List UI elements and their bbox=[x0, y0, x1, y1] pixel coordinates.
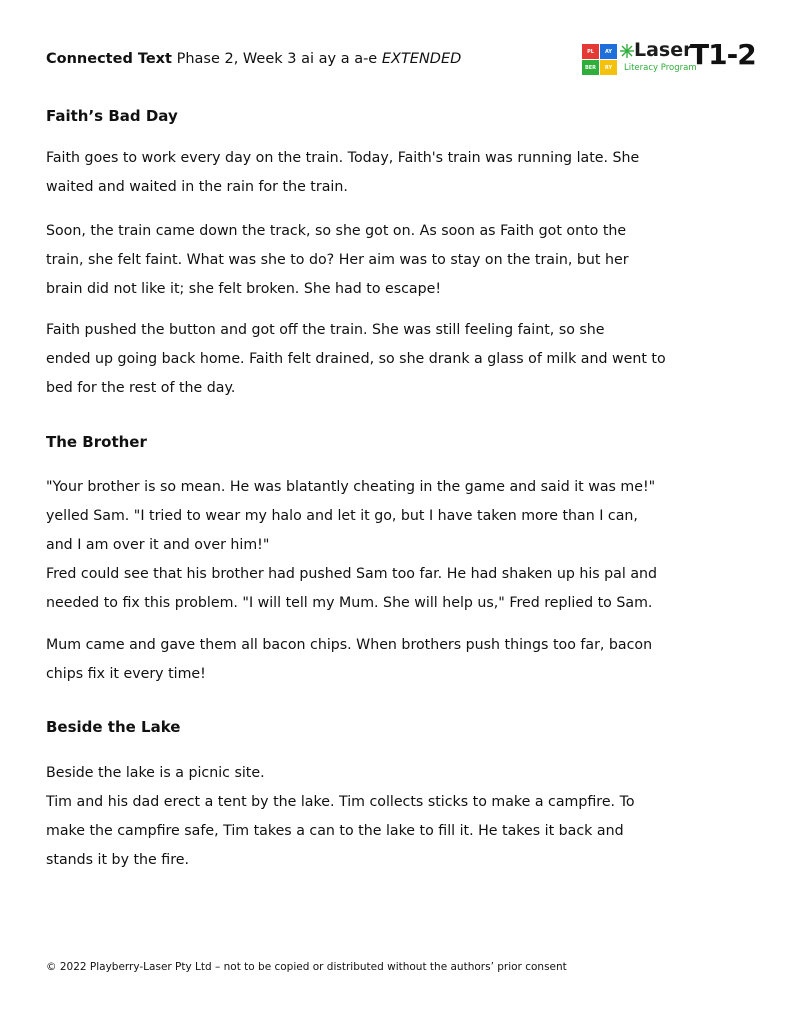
text-line: bed for the rest of the day. bbox=[46, 380, 236, 396]
text-line: Soon, the train came down the track, so she got on. As soon as Faith got onto the bbox=[46, 223, 627, 239]
text-line: train, she felt faint. What was she to do? Her aim was to stay on the train, but her bbox=[46, 252, 629, 268]
text-line: Faith goes to work every day on the train. Today, Faith's train was running late. She bbox=[46, 150, 640, 166]
text-line: Fred could see that his brother had pushed Sam too far. He had shaken up his pal and bbox=[46, 566, 658, 582]
text-line: make the campfire safe, Tim takes a can to the lake to fill it. He takes it back and bbox=[46, 823, 624, 839]
logo-block-ay: AY bbox=[600, 44, 617, 59]
logo-subtitle: Literacy Program bbox=[624, 63, 697, 73]
text-line: "Your brother is so mean. He was blatantly cheating in the game and said it was me!" bbox=[46, 479, 656, 495]
logo-code: T1-2 bbox=[690, 38, 756, 71]
section-title: Faith’s Bad Day bbox=[46, 107, 178, 125]
header-title-italic: EXTENDED bbox=[381, 51, 462, 67]
logo-block-pl: PL bbox=[582, 44, 599, 59]
section-title: The Brother bbox=[46, 433, 147, 451]
laser-star-icon bbox=[620, 44, 634, 58]
logo-word: Laser bbox=[634, 39, 693, 61]
text-line: Beside the lake is a picnic site. bbox=[46, 765, 265, 781]
logo-block-ber: BER bbox=[582, 60, 599, 75]
text-line: waited and waited in the rain for the train. bbox=[46, 179, 348, 195]
text-line: Tim and his dad erect a tent by the lake. Tim collects sticks to make a campfire. To bbox=[46, 794, 635, 810]
logo-block-ry: RY bbox=[600, 60, 617, 75]
paragraph bbox=[46, 631, 756, 689]
header-title bbox=[46, 51, 461, 67]
paragraph bbox=[46, 217, 756, 304]
text-line: ended up going back home. Faith felt drained, so she drank a glass of milk and went to bbox=[46, 351, 666, 367]
text-line: brain did not like it; she felt broken. She had to escape! bbox=[46, 281, 442, 297]
laser-logo bbox=[582, 38, 756, 78]
section-title: Beside the Lake bbox=[46, 718, 181, 736]
header-title-bold: Connected Text bbox=[46, 51, 172, 67]
header-title-rest: Phase 2, Week 3 ai ay a a-e bbox=[171, 51, 382, 67]
paragraph bbox=[46, 316, 756, 403]
text-line: needed to fix this problem. "I will tell my Mum. She will help us," Fred replied to Sam. bbox=[46, 595, 653, 611]
paragraph bbox=[46, 144, 756, 202]
text-line: Faith pushed the button and got off the train. She was still feeling faint, so she bbox=[46, 322, 605, 338]
paragraph bbox=[46, 473, 756, 618]
playberry-blocks-icon bbox=[582, 44, 618, 76]
text-line: stands it by the fire. bbox=[46, 852, 189, 868]
page-header bbox=[46, 38, 756, 89]
text-line: Mum came and gave them all bacon chips. When brothers push things too far, bacon bbox=[46, 637, 653, 653]
text-line: and I am over it and over him!" bbox=[46, 537, 270, 553]
copyright-footer: © 2022 Playberry-Laser Pty Ltd – not to be copied or distributed without the authors’ prior consent bbox=[46, 961, 567, 973]
paragraph bbox=[46, 759, 756, 875]
text-line: chips fix it every time! bbox=[46, 666, 206, 682]
text-line: yelled Sam. "I tried to wear my halo and let it go, but I have taken more than I can, bbox=[46, 508, 638, 524]
